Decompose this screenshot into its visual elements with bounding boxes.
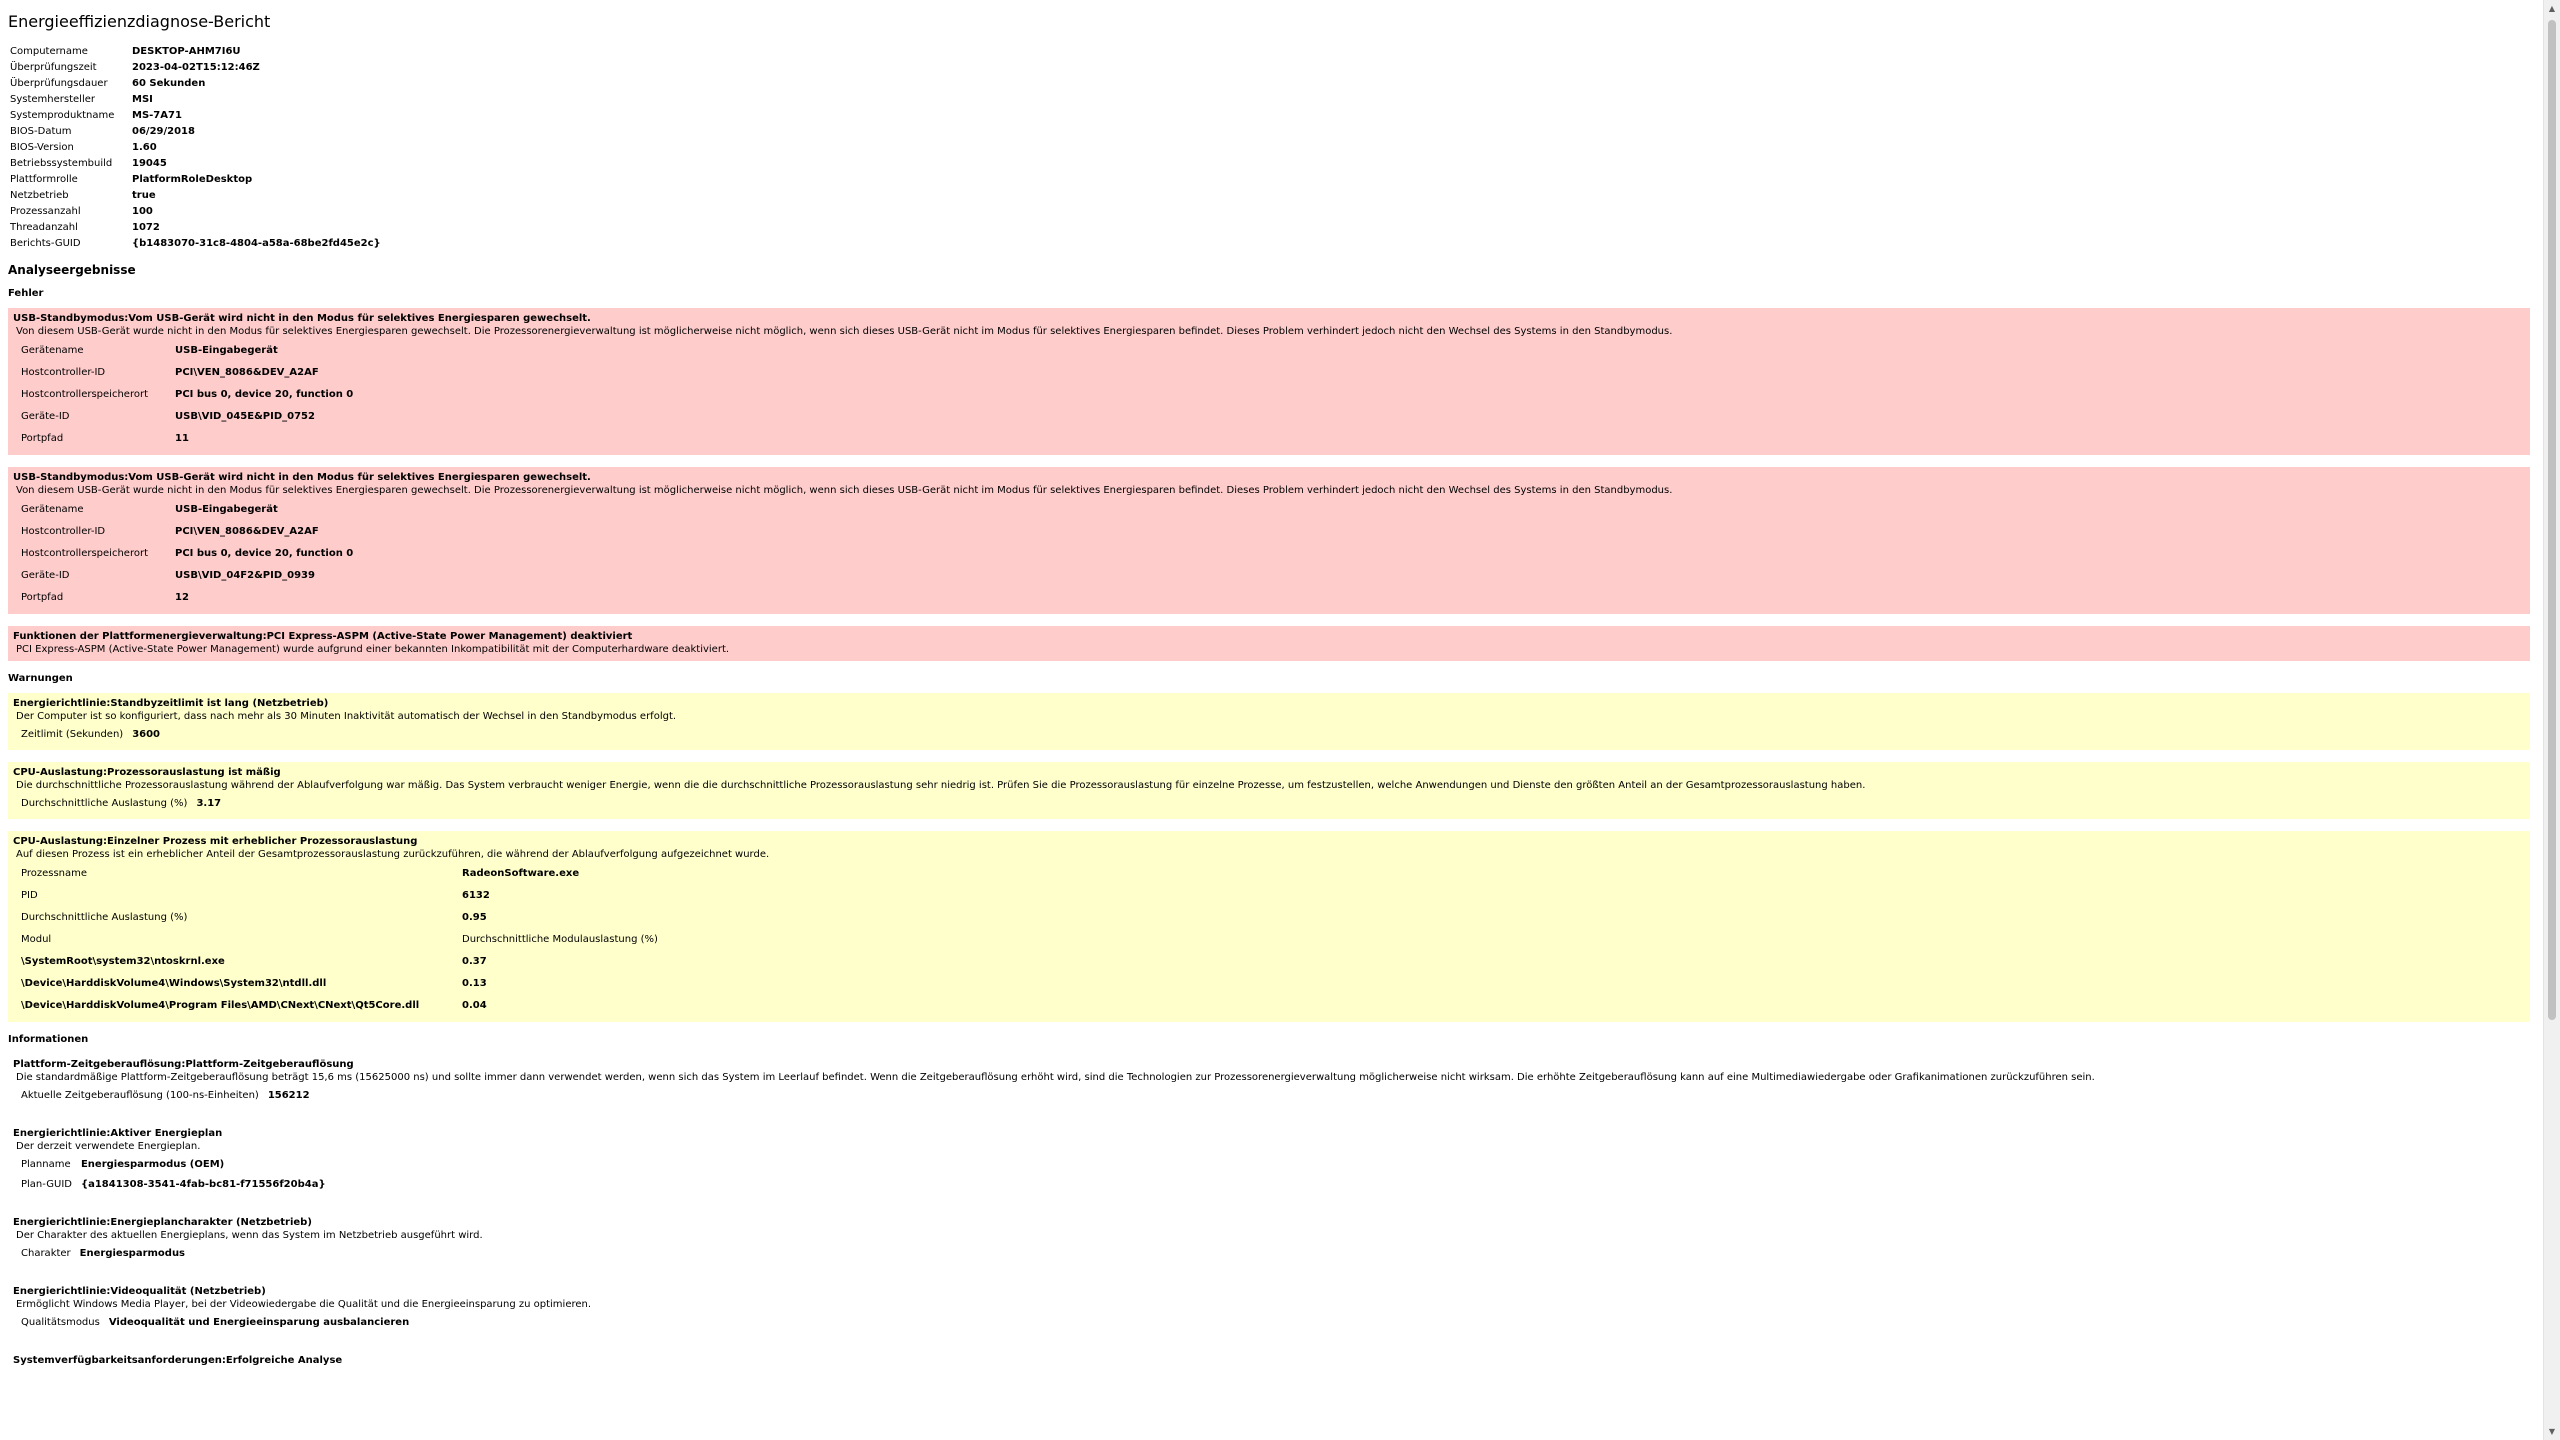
system-info-label: Betriebssystembuild — [10, 158, 113, 169]
vertical-scrollbar[interactable] — [2543, 0, 2560, 1440]
system-info-label: Netzbetrieb — [10, 190, 69, 201]
detail-label: Qualitätsmodus — [21, 1317, 100, 1328]
block-title: CPU-Auslastung:Einzelner Prozess mit erheblicher Prozessorauslastung — [13, 836, 418, 847]
system-info-row — [10, 140, 385, 156]
system-info-row — [10, 108, 385, 124]
block-title: CPU-Auslastung:Prozessorauslastung ist mäßig — [13, 767, 281, 778]
detail-value: USB\VID_045E&PID_0752 — [175, 411, 315, 422]
errors-section — [8, 308, 2530, 661]
block-description: PCI Express-ASPM (Active-State Power Management) wurde aufgrund einer bekannten Inkompatibilität mit der Computerhardware deaktiviert. — [16, 644, 730, 655]
system-info-value: 2023-04-02T15:12:46Z — [132, 62, 260, 73]
detail-value: {a1841308-3541-4fab-bc81-f71556f20b4a} — [80, 1179, 326, 1190]
page-title: Energieeffizienzdiagnose-Bericht — [8, 12, 271, 31]
detail-value: 3.17 — [196, 798, 222, 809]
system-info-row — [10, 172, 385, 188]
system-info-value: 06/29/2018 — [132, 126, 195, 137]
block-description: Von diesem USB-Gerät wurde nicht in den Modus für selektives Energiesparen gewechselt. Die Prozessorenergieverwaltung ist möglicherweise nicht möglich, wenn sich dieses USB-Gerät nicht im Modus für selektives Energiesparen befindet. Dieses Problem verhindert jedoch nicht den Wechsel des Systems in den Standbymodus. — [16, 485, 1673, 496]
detail-label: Prozessname — [21, 868, 88, 879]
module-header-value: Durchschnittliche Modulauslastung (%) — [462, 934, 658, 945]
block-title: USB-Standbymodus:Vom USB-Gerät wird nicht in den Modus für selektives Energiesparen gewechselt. — [13, 472, 591, 483]
detail-label: Durchschnittliche Auslastung (%) — [21, 798, 188, 809]
detail-row — [20, 1244, 193, 1264]
detail-row — [20, 587, 361, 609]
system-info-value: 60 Sekunden — [132, 78, 206, 89]
detail-row — [20, 362, 361, 384]
module-row — [20, 995, 666, 1017]
detail-value: 12 — [175, 592, 189, 603]
detail-label: Gerätename — [21, 345, 84, 356]
warning-block — [8, 693, 2530, 750]
detail-row — [20, 863, 666, 885]
module-header-label: Modul — [21, 934, 52, 945]
detail-value: 11 — [175, 433, 189, 444]
detail-row — [20, 340, 361, 362]
detail-value: USB\VID_04F2&PID_0939 — [175, 570, 315, 581]
block-description: Die standardmäßige Plattform-Zeitgeberauflösung beträgt 15,6 ms (15625000 ns) und sollte immer dann verwendet werden, wenn sich das System im Leerlauf befindet. Wenn die Zeitgeberauflösung erhöht wird, sind die Technologien zur Prozessorenergieverwaltung möglicherweise nicht wirksam. Die erhöhte Zeitgeberauflösung kann auf eine Multimediawiedergabe oder Grafikanimationen zurückzuführen sein. — [16, 1072, 2095, 1083]
detail-label: Hostcontrollerspeicherort — [21, 389, 148, 400]
detail-label: Planname — [21, 1159, 71, 1170]
detail-table — [20, 340, 361, 450]
process-detail-table — [20, 863, 666, 1017]
system-info-label: BIOS-Version — [10, 142, 74, 153]
analysis-heading: Analyseergebnisse — [8, 263, 136, 277]
error-block — [8, 467, 2530, 614]
report-page — [8, 0, 2530, 1440]
block-title: USB-Standbymodus:Vom USB-Gerät wird nicht in den Modus für selektives Energiesparen gewechselt. — [13, 313, 591, 324]
detail-row — [20, 885, 666, 907]
block-title: Plattform-Zeitgeberauflösung:Plattform-Zeitgeberauflösung — [13, 1059, 354, 1070]
system-info-row — [10, 92, 385, 108]
detail-table — [20, 1155, 334, 1195]
system-info-label: Systemproduktname — [10, 110, 115, 121]
detail-label: PID — [21, 890, 38, 901]
block-title: Energierichtlinie:Videoqualität (Netzbetrieb) — [13, 1286, 266, 1297]
block-description: Der Charakter des aktuellen Energieplans, wenn das System im Netzbetrieb ausgeführt wird. — [16, 1230, 483, 1241]
detail-table — [20, 794, 229, 814]
block-title: Energierichtlinie:Standbyzeitlimit ist lang (Netzbetrieb) — [13, 698, 329, 709]
detail-label: Charakter — [21, 1248, 71, 1259]
info-section — [8, 1054, 2530, 1372]
system-info-row — [10, 236, 385, 252]
block-description: Die durchschnittliche Prozessorauslastung während der Ablaufverfolgung war mäßig. Das System verbraucht weniger Energie, wenn die die durchschnittliche Prozessorauslastung sehr niedrig ist. Prüfen Sie die Prozessorauslastung für einzelne Prozesse, um festzustellen, welche Anwendungen und Dienste den größten Anteil an der Gesamtprozessorauslastung haben. — [16, 780, 1866, 791]
detail-value: 6132 — [462, 890, 490, 901]
block-title: Energierichtlinie:Energieplancharakter (Netzbetrieb) — [13, 1217, 312, 1228]
detail-value: 0.95 — [462, 912, 487, 923]
block-description: Von diesem USB-Gerät wurde nicht in den Modus für selektives Energiesparen gewechselt. Die Prozessorenergieverwaltung ist möglicherweise nicht möglich, wenn sich dieses USB-Gerät nicht im Modus für selektives Energiesparen befindet. Dieses Problem verhindert jedoch nicht den Wechsel des Systems in den Standbymodus. — [16, 326, 1673, 337]
system-info-label: Überprüfungszeit — [10, 62, 97, 73]
block-description: Der derzeit verwendete Energieplan. — [16, 1141, 201, 1152]
errors-heading: Fehler — [8, 288, 44, 299]
module-usage: 0.13 — [462, 978, 487, 989]
block-description: Ermöglicht Windows Media Player, bei der Videowiedergabe die Qualität und die Energieeinsparung zu optimieren. — [16, 1299, 592, 1310]
system-info-label: Plattformrolle — [10, 174, 78, 185]
detail-value: PCI bus 0, device 20, function 0 — [175, 548, 354, 559]
warnings-heading: Warnungen — [8, 673, 73, 684]
info-heading: Informationen — [8, 1034, 89, 1045]
detail-label: Hostcontroller-ID — [21, 526, 106, 537]
module-path: \Device\HarddiskVolume4\Program Files\AMD\CNext\CNext\Qt5Core.dll — [21, 1000, 420, 1011]
detail-row — [20, 1155, 334, 1175]
detail-value: RadeonSoftware.exe — [462, 868, 580, 879]
detail-table — [20, 1313, 417, 1333]
detail-row — [20, 406, 361, 428]
detail-row — [20, 499, 361, 521]
detail-label: Geräte-ID — [21, 411, 70, 422]
detail-row — [20, 384, 361, 406]
detail-row — [20, 907, 666, 929]
block-title: Energierichtlinie:Aktiver Energieplan — [13, 1128, 223, 1139]
module-row — [20, 973, 666, 995]
system-info-label: Computername — [10, 46, 88, 57]
system-info-value: MS-7A71 — [132, 110, 182, 121]
system-info-value: 1072 — [132, 222, 160, 233]
detail-row — [20, 1313, 417, 1333]
detail-value: PCI bus 0, device 20, function 0 — [175, 389, 354, 400]
warnings-section — [8, 693, 2530, 819]
info-block — [8, 1281, 2530, 1338]
info-block — [8, 1212, 2530, 1269]
detail-row — [20, 725, 168, 745]
system-info-label: Systemhersteller — [10, 94, 95, 105]
detail-table — [20, 1244, 193, 1264]
system-info-label: Überprüfungsdauer — [10, 78, 108, 89]
block-description: Der Computer ist so konfiguriert, dass nach mehr als 30 Minuten Inaktivität automatisch der Wechsel in den Standbymodus erfolgt. — [16, 711, 677, 722]
scroll-down-arrow-icon[interactable]: ▼ — [2548, 1427, 2556, 1436]
info-block — [8, 1123, 2530, 1200]
system-info-value: {b1483070-31c8-4804-a58a-68be2fd45e2c} — [132, 238, 381, 249]
detail-table — [20, 725, 168, 745]
scroll-up-arrow-icon[interactable]: ▲ — [2548, 4, 2556, 13]
system-info-value: DESKTOP-AHM7I6U — [132, 46, 241, 57]
detail-row — [20, 428, 361, 450]
module-header-row — [20, 929, 666, 951]
module-usage: 0.37 — [462, 956, 487, 967]
detail-value: Videoqualität und Energieeinsparung ausbalancieren — [108, 1317, 410, 1328]
system-info-row — [10, 204, 385, 220]
detail-label: Hostcontroller-ID — [21, 367, 106, 378]
detail-row — [20, 1086, 318, 1106]
warning-block — [8, 762, 2530, 819]
system-info-label: Prozessanzahl — [10, 206, 81, 217]
system-info-label: BIOS-Datum — [10, 126, 72, 137]
info-block — [8, 1350, 2530, 1372]
system-info-row — [10, 44, 385, 60]
system-info-value: MSI — [132, 94, 153, 105]
system-info-label: Threadanzahl — [10, 222, 78, 233]
process-warning-block — [8, 831, 2530, 1022]
detail-row — [20, 794, 229, 814]
system-info-value: PlatformRoleDesktop — [132, 174, 253, 185]
detail-value: Energiesparmodus (OEM) — [80, 1159, 225, 1170]
system-info-row — [10, 76, 385, 92]
detail-label: Aktuelle Zeitgeberauflösung (100-ns-Einheiten) — [21, 1090, 259, 1101]
detail-value: PCI\VEN_8086&DEV_A2AF — [175, 526, 319, 537]
system-info-row — [10, 220, 385, 236]
info-block — [8, 1054, 2530, 1111]
system-info-row — [10, 124, 385, 140]
detail-label: Geräte-ID — [21, 570, 70, 581]
module-usage: 0.04 — [462, 1000, 487, 1011]
system-info-value: 19045 — [132, 158, 167, 169]
detail-label: Gerätename — [21, 504, 84, 515]
detail-value: Energiesparmodus — [79, 1248, 186, 1259]
detail-value: PCI\VEN_8086&DEV_A2AF — [175, 367, 319, 378]
block-title: Funktionen der Plattformenergieverwaltung:PCI Express-ASPM (Active-State Power Management) deaktiviert — [13, 631, 633, 642]
detail-label: Plan-GUID — [21, 1179, 72, 1190]
module-path: \Device\HarddiskVolume4\Windows\System32\ntdll.dll — [21, 978, 327, 989]
block-description: Auf diesen Prozess ist ein erheblicher Anteil der Gesamtprozessorauslastung zurückzuführen, die während der Ablaufverfolgung aufgezeichnet wurde. — [16, 849, 770, 860]
error-block — [8, 626, 2530, 661]
scrollbar-thumb[interactable] — [2548, 20, 2556, 1020]
block-title: Systemverfügbarkeitsanforderungen:Erfolgreiche Analyse — [13, 1355, 343, 1366]
module-row — [20, 951, 666, 973]
system-info-value: 100 — [132, 206, 153, 217]
detail-label: Zeitlimit (Sekunden) — [21, 729, 124, 740]
detail-label: Portpfad — [21, 592, 64, 603]
detail-row — [20, 1175, 334, 1195]
detail-label: Portpfad — [21, 433, 64, 444]
detail-row — [20, 543, 361, 565]
detail-value: 3600 — [132, 729, 161, 740]
error-block — [8, 308, 2530, 455]
detail-label: Durchschnittliche Auslastung (%) — [21, 912, 188, 923]
detail-label: Hostcontrollerspeicherort — [21, 548, 148, 559]
detail-row — [20, 521, 361, 543]
system-info-value: 1.60 — [132, 142, 157, 153]
detail-value: USB-Eingabegerät — [175, 504, 278, 515]
system-info-label: Berichts-GUID — [10, 238, 81, 249]
detail-value: USB-Eingabegerät — [175, 345, 278, 356]
module-path: \SystemRoot\system32\ntoskrnl.exe — [21, 956, 225, 967]
detail-table — [20, 1086, 318, 1106]
system-info-value: true — [132, 190, 156, 201]
detail-value: 156212 — [267, 1090, 310, 1101]
system-info-row — [10, 60, 385, 76]
detail-row — [20, 565, 361, 587]
system-info-table — [10, 44, 385, 252]
system-info-row — [10, 156, 385, 172]
system-info-row — [10, 188, 385, 204]
detail-table — [20, 499, 361, 609]
